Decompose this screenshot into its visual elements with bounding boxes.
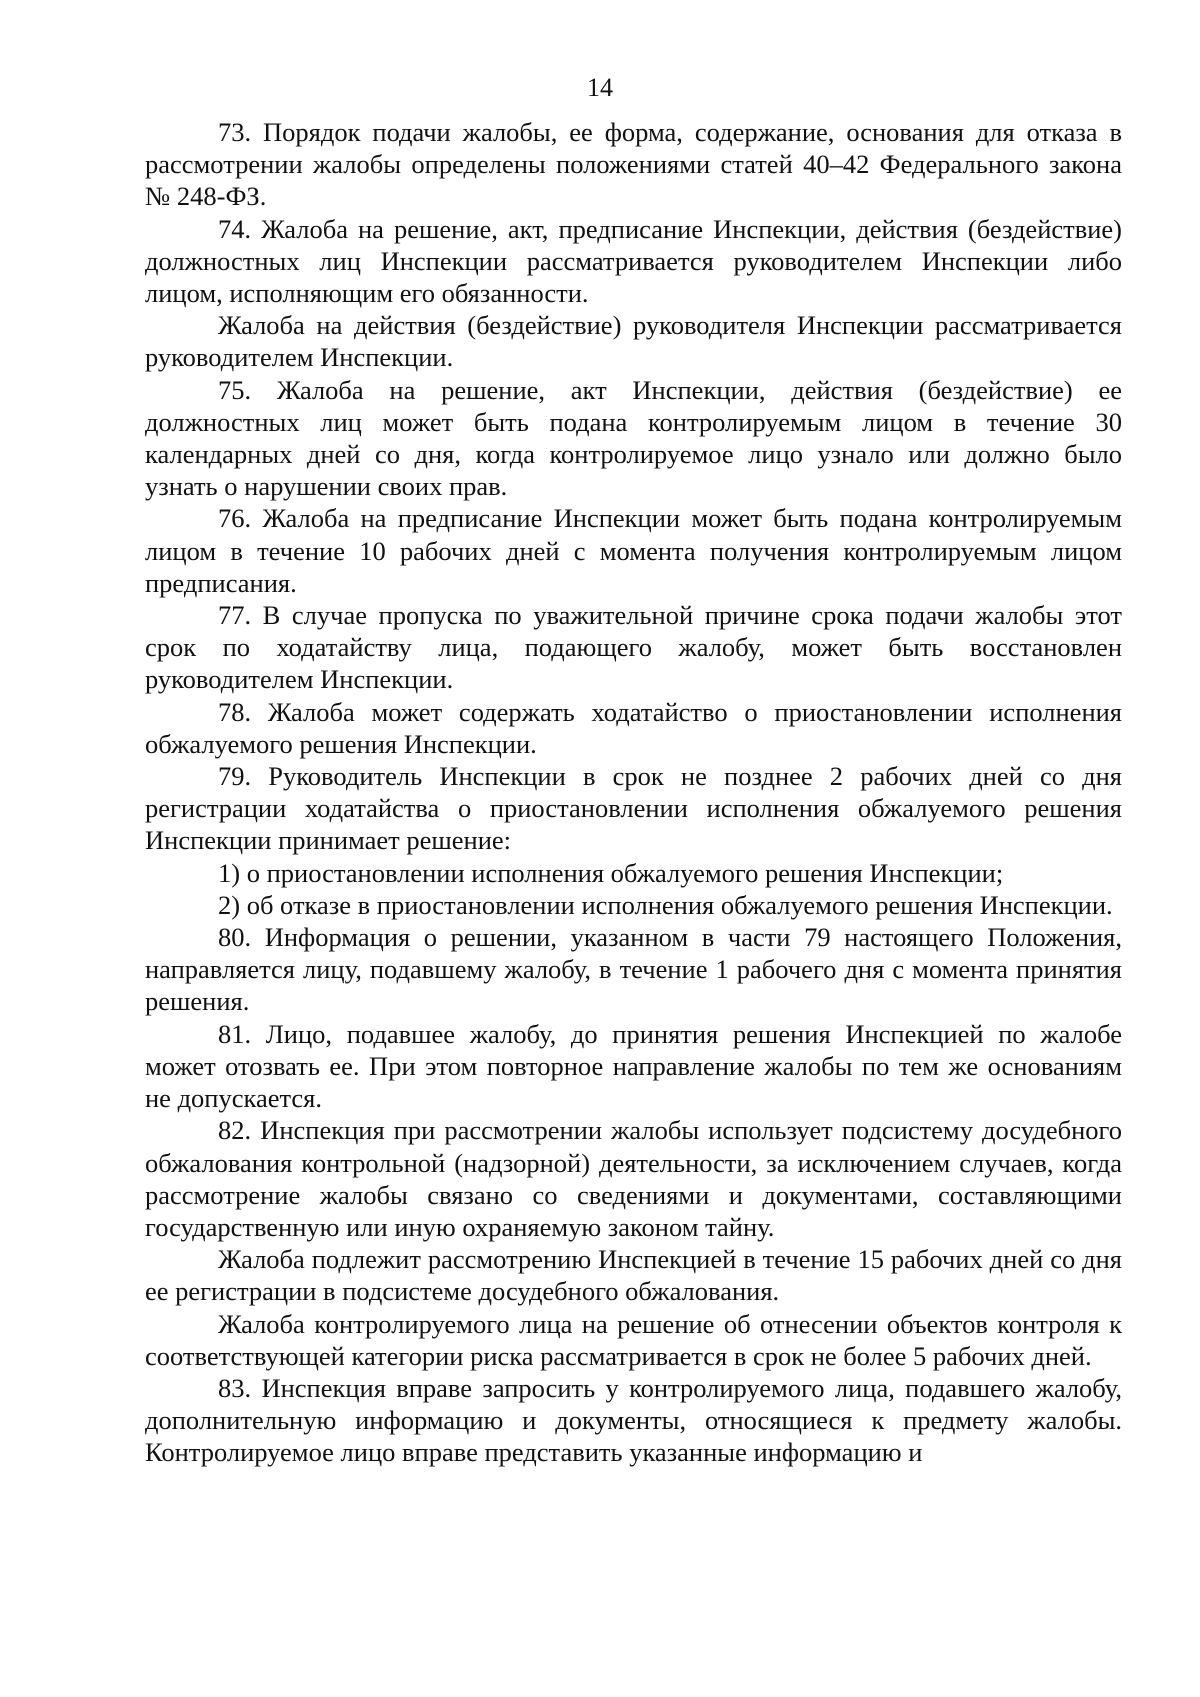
paragraph-79-item-1: 1) о приостановлении исполнения обжалуемого решения Инспекции; — [218, 857, 1004, 888]
document-body — [145, 116, 1122, 1469]
paragraph-78: 78. Жалоба может содержать ходатайство о приостановлении исполнения обжалуемого решения Инспекции. — [145, 696, 1122, 759]
paragraph-83: 83. Инспекция вправе запросить у контролируемого лица, подавшего жалобу, дополнительную информацию и документы, относящиеся к предмету жалобы. Контролируемое лицо вправе представить указанные информацию и — [145, 1372, 1122, 1468]
paragraph-82-risk-category: Жалоба контролируемого лица на решение об отнесении объектов контроля к соответствующей категории риска рассматривается в срок не более 5 рабочих дней. — [145, 1308, 1122, 1371]
paragraph-74-head-complaint: Жалоба на действия (бездействие) руководителя Инспекции рассматривается руководителем Инспекции. — [145, 310, 1122, 373]
paragraph-77: 77. В случае пропуска по уважительной причине срока подачи жалобы этот срок по ходатайству лица, подающего жалобу, может быть восстановлен руководителем Инспекции. — [145, 600, 1122, 695]
paragraph-82-review-term: Жалоба подлежит рассмотрению Инспекцией в течение 15 рабочих дней со дня ее регистрации в подсистеме досудебного обжалования. — [145, 1244, 1122, 1307]
paragraph-76: 76. Жалоба на предписание Инспекции может быть подана контролируемым лицом в течение 10 рабочих дней с момента получения контролируемым лицом предписания. — [145, 503, 1122, 598]
paragraph-81: 81. Лицо, подавшее жалобу, до принятия решения Инспекцией по жалобе может отозвать ее. При этом повторное направление жалобы по тем же основаниям не допускается. — [145, 1018, 1122, 1114]
paragraph-73: 73. Порядок подачи жалобы, ее форма, содержание, основания для отказа в рассмотрении жалобы определены положениями статей 40–42 Федерального закона № 248-ФЗ. — [145, 117, 1122, 212]
paragraph-75: 75. Жалоба на решение, акт Инспекции, действия (бездействие) ее должностных лиц может быть подана контролируемым лицом в течение 30 календарных дней со дня, когда контролируемое лицо узнало или должно было узнать о нарушении своих прав. — [145, 374, 1122, 502]
paragraph-80: 80. Информация о решении, указанном в части 79 настоящего Положения, направляется лицу, подавшему жалобу, в течение 1 рабочего дня с момента принятия решения. — [145, 922, 1122, 1017]
paragraph-79: 79. Руководитель Инспекции в срок не позднее 2 рабочих дней со дня регистрации ходатайства о приостановлении исполнения обжалуемого решения Инспекции принимает решение: — [145, 761, 1122, 856]
paragraph-79-item-2: 2) об отказе в приостановлении исполнения обжалуемого решения Инспекции. — [218, 889, 1113, 920]
paragraph-74: 74. Жалоба на решение, акт, предписание Инспекции, действия (бездействие) должностных лиц Инспекции рассматривается руководителем Инспекции либо лицом, исполняющим его обязанности. — [145, 213, 1122, 309]
paragraph-82: 82. Инспекция при рассмотрении жалобы использует подсистему досудебного обжалования контрольной (надзорной) деятельности, за исключением случаев, когда рассмотрение жалобы связано со сведениями и документами, составляющими государственную или иную охраняемую законом тайну. — [145, 1115, 1122, 1242]
page-number: 14 — [587, 73, 613, 102]
